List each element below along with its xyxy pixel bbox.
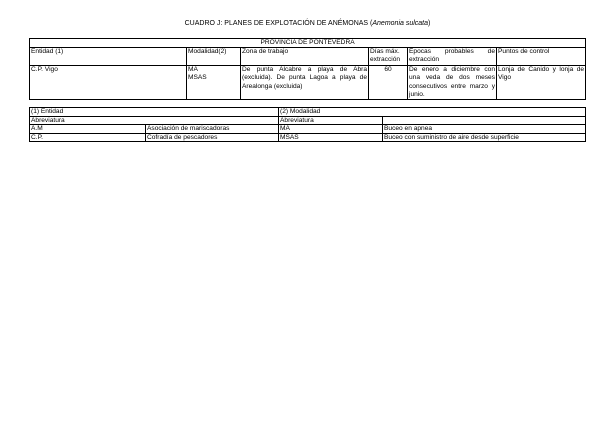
legend-modalidad-abbr: MA bbox=[279, 125, 383, 134]
cell-epocas: De enero a diciembre con una veda de dos meses consecutivos entre marzo y junio. bbox=[409, 66, 495, 98]
header-entidad: Entidad (1) bbox=[30, 48, 187, 66]
title-suffix: ) bbox=[428, 20, 431, 27]
title-species: Anemonia sulcata bbox=[372, 20, 429, 27]
cell-entidad: C.P. Vigo bbox=[30, 66, 187, 100]
title-prefix: CUADRO J: PLANES DE EXPLOTACIÓN DE ANÉMONAS ( bbox=[184, 20, 373, 27]
legend-abreviatura-label: Abreviatura bbox=[30, 116, 279, 125]
modalidad-value: MA bbox=[188, 66, 198, 74]
cell-dias: 60 bbox=[369, 66, 408, 100]
cell-modalidad bbox=[187, 66, 241, 100]
legend-row bbox=[30, 133, 586, 142]
header-zona: Zona de trabajo bbox=[241, 48, 369, 66]
cell-puntos: Lonja de Canido y lonja de Vigo bbox=[497, 66, 586, 100]
legend-modalidad-abbr: MSAS bbox=[279, 133, 383, 142]
legend-entidad-title: (1) Entidad bbox=[30, 108, 279, 117]
legend-modalidad-title: (2) Modalidad bbox=[279, 108, 586, 117]
document-title bbox=[0, 19, 615, 28]
legend-table bbox=[29, 107, 586, 142]
legend-abreviatura-label: Abreviatura bbox=[279, 116, 383, 125]
legend-row bbox=[30, 125, 586, 134]
header-dias: Días máx. extracción bbox=[369, 48, 408, 66]
cell-zona: De punta Alcabre a playa de Abra (excluida). De punta Lagoa a playa de Arealonga (excluida) bbox=[241, 66, 369, 100]
legend-entidad-abbr: A.M bbox=[30, 125, 146, 134]
province-header: PROVINCIA DE PONTEVEDRA bbox=[30, 39, 586, 48]
header-epocas: Épocas probables de extracción bbox=[408, 48, 497, 66]
header-puntos: Puntos de control bbox=[497, 48, 586, 66]
legend-modalidad-desc: Buceo con suministro de aire desde superficie bbox=[383, 133, 586, 142]
legend-entidad-abbr: C.P. bbox=[30, 133, 146, 142]
exploitation-plans-table bbox=[29, 38, 586, 100]
legend-modalidad-desc: Buceo en apnea bbox=[383, 125, 586, 134]
legend-entidad-desc: Asociación de mariscadoras bbox=[146, 125, 279, 134]
header-modalidad: Modalidad(2) bbox=[187, 48, 241, 66]
legend-entidad-desc: Cofradía de pescadores bbox=[146, 133, 279, 142]
modalidad-value: MSAS bbox=[188, 74, 207, 82]
legend-empty-cell bbox=[383, 116, 586, 125]
